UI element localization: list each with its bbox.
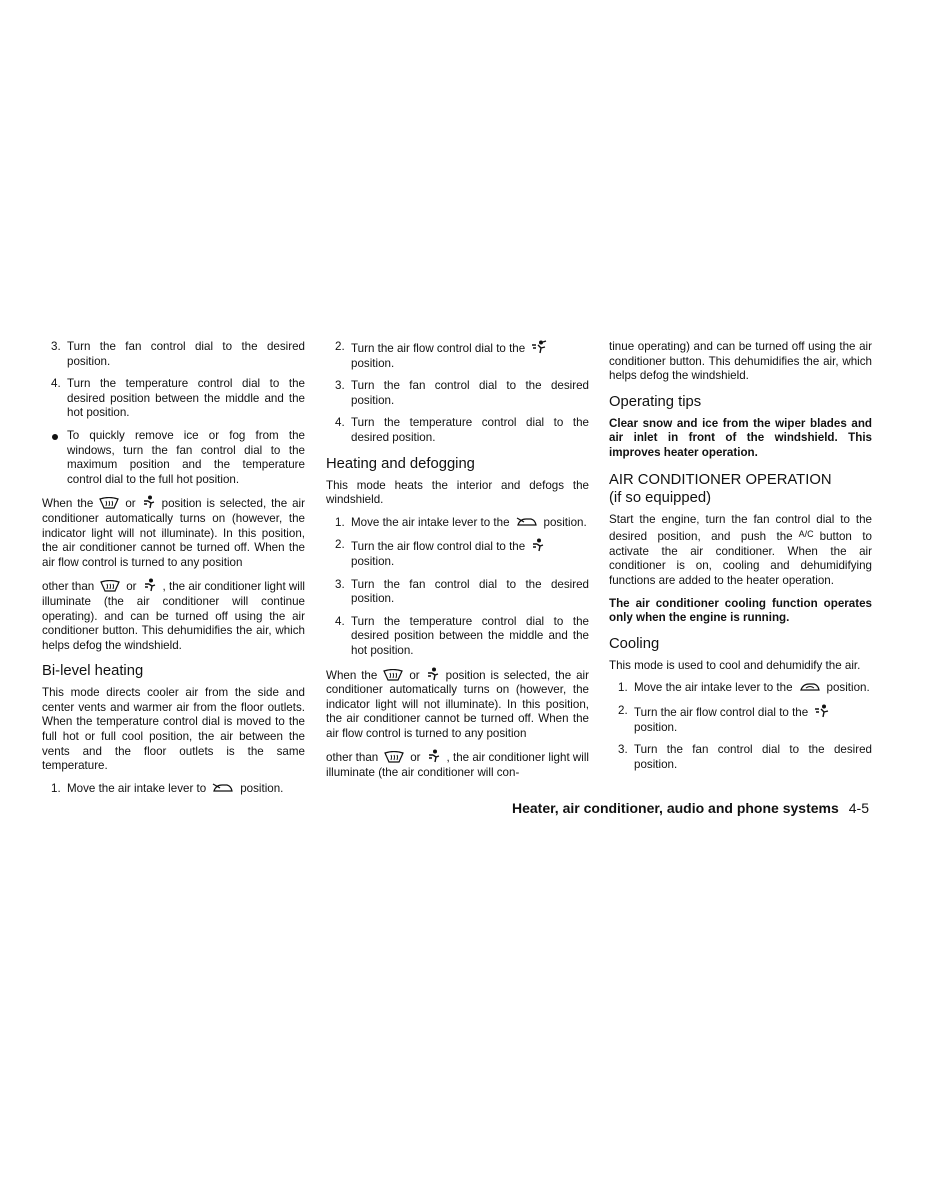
step-text: Turn the fan control dial to the desired position.: [351, 379, 589, 407]
paragraph: [326, 749, 589, 780]
text: other than: [42, 580, 95, 594]
step-text: position.: [351, 356, 395, 370]
step-number: 4.: [335, 614, 345, 628]
column-1: [42, 340, 305, 804]
outside-air-icon: [516, 516, 538, 528]
text: When the: [326, 668, 378, 682]
step-number: 2.: [335, 538, 345, 552]
defrost-icon: [100, 580, 120, 592]
list-item: [609, 681, 872, 696]
steps-list: [609, 681, 872, 772]
step-text: position.: [351, 554, 395, 568]
list-item: [42, 340, 305, 369]
outside-air-icon: [212, 782, 234, 794]
list-item: [42, 377, 305, 421]
defrost-icon: [384, 751, 404, 763]
defrost-icon: [383, 669, 403, 681]
step-text: Move the air intake lever to: [67, 781, 207, 795]
step-number: 3.: [335, 379, 345, 393]
column-3: [609, 340, 872, 780]
bilevel-icon: [531, 340, 547, 354]
step-text: Turn the air flow control dial to the: [634, 705, 809, 719]
paragraph: Clear snow and ice from the wiper blades and air inlet in front of the windshield. This improves heater operation.: [609, 416, 872, 459]
section-heading: [609, 471, 872, 507]
text: or: [409, 668, 420, 682]
section-heading: Operating tips: [609, 393, 702, 410]
column-2: [326, 340, 589, 789]
defrost-floor-icon: [427, 749, 441, 763]
step-number: 3.: [618, 743, 628, 757]
defrost-floor-icon: [143, 578, 157, 592]
paragraph: [42, 495, 305, 570]
steps-list: [42, 782, 305, 797]
text: position is selected, the air conditioner automatically turns on (however, the indicator light will not illuminate). In this position, the air conditioner cannot be turned off. When the air flow control is turned to any position: [326, 668, 589, 740]
step-number: 3.: [335, 577, 345, 591]
list-item: [326, 340, 589, 371]
step-text: Turn the air flow control dial to the: [351, 342, 526, 355]
paragraph: This mode directs cooler air from the side and center vents and warmer air from the floor outlets. When the temperature control dial is moved to the full hot or full cool position, the air between the vents and the floor outlets is the same temperature.: [42, 686, 305, 773]
section-heading: Cooling: [609, 635, 660, 652]
step-text: Turn the temperature control dial to the desired position between the middle and the hot position.: [351, 614, 589, 657]
paragraph: [609, 513, 872, 589]
paragraph: [326, 667, 589, 742]
step-text: Turn the air flow control dial to the: [351, 540, 526, 554]
defrost-floor-icon: [142, 495, 156, 509]
bullet-item: [42, 429, 305, 487]
text: , the air conditioner light will illuminate (the air conditioner will con-: [326, 751, 589, 780]
text: other than: [326, 751, 379, 765]
bullet-icon: [52, 434, 58, 440]
step-number: 2.: [335, 340, 345, 353]
step-number: 4.: [51, 377, 61, 391]
paragraph: [42, 578, 305, 653]
list-item: [326, 615, 589, 659]
paragraph: tinue operating) and can be turned off using the air conditioner button. This dehumidifies the air, which helps defog the windshield.: [609, 340, 872, 383]
recirculate-air-icon: [799, 681, 821, 693]
vent-icon: [814, 704, 830, 718]
page-number: 4-5: [848, 800, 869, 816]
step-number: 1.: [51, 781, 61, 795]
paragraph: This mode is used to cool and dehumidify the air.: [609, 658, 861, 672]
list-item: [609, 743, 872, 772]
text: position is selected, the air conditioner automatically turns on (however, the indicator light will not illuminate). In this position, the air conditioner cannot be turned off. When the air flow control is turned to any position: [42, 497, 305, 569]
list-item: [326, 416, 589, 445]
step-text: position.: [543, 515, 587, 529]
step-text: position.: [634, 720, 678, 734]
heading-subline: (if so equipped): [609, 489, 711, 506]
page-footer: [0, 799, 869, 817]
bullet-text: To quickly remove ice or fog from the windows, turn the fan control dial to the maximum position and the temperature control dial to the full hot position.: [67, 428, 305, 486]
step-text: Move the air intake lever to the: [351, 515, 510, 529]
paragraph: The air conditioner cooling function operates only when the engine is running.: [609, 596, 872, 625]
defrost-icon: [99, 497, 119, 509]
text: button to activate the air conditioner. When the air conditioner is on, cooling and dehumidifying functions are added to the heater operation.: [609, 530, 872, 587]
step-text: Move the air intake lever to the: [634, 681, 793, 695]
step-text: Turn the temperature control dial to the desired position.: [351, 416, 589, 444]
list-item: [609, 704, 872, 735]
heading-line: AIR CONDITIONER OPERATION: [609, 471, 832, 488]
step-number: 2.: [618, 703, 628, 717]
step-text: Turn the temperature control dial to the desired position between the middle and the hot position.: [67, 377, 305, 420]
step-text: Turn the fan control dial to the desired position.: [634, 743, 872, 771]
steps-list: [42, 340, 305, 487]
text: or: [410, 751, 421, 765]
step-number: 3.: [51, 340, 61, 353]
step-number: 4.: [335, 416, 345, 430]
text: Start the engine, turn the fan control dial to the desired position, and push the: [609, 512, 872, 544]
step-text: Turn the fan control dial to the desired position.: [351, 577, 589, 606]
list-item: [42, 782, 305, 797]
footer-title: Heater, air conditioner, audio and phone systems: [512, 800, 839, 816]
paragraph: This mode heats the interior and defogs the windshield.: [326, 478, 589, 507]
steps-list: [326, 516, 589, 659]
step-text: Turn the fan control dial to the desired position.: [67, 340, 305, 368]
list-item: [326, 516, 589, 531]
text: or: [125, 497, 136, 511]
text: , the air conditioner light will illuminate (the air conditioner will continue operating). and can be turned off using the air conditioner button. This dehumidifies the air, which helps defog the windshield.: [42, 580, 305, 652]
section-heading: Bi-level heating: [42, 663, 144, 680]
step-number: 1.: [618, 681, 628, 695]
text: or: [126, 580, 137, 594]
section-heading: Heating and defogging: [326, 455, 475, 472]
step-text: position.: [240, 781, 284, 795]
list-item: [326, 538, 589, 569]
defrost-floor-icon: [426, 667, 440, 681]
step-text: position.: [826, 681, 870, 695]
list-item: [326, 578, 589, 607]
ac-button-icon: A/C: [798, 529, 814, 540]
steps-list: [326, 340, 589, 446]
list-item: [326, 379, 589, 408]
step-number: 1.: [335, 515, 345, 529]
defrost-floor-icon: [531, 538, 545, 552]
text: When the: [42, 497, 94, 511]
